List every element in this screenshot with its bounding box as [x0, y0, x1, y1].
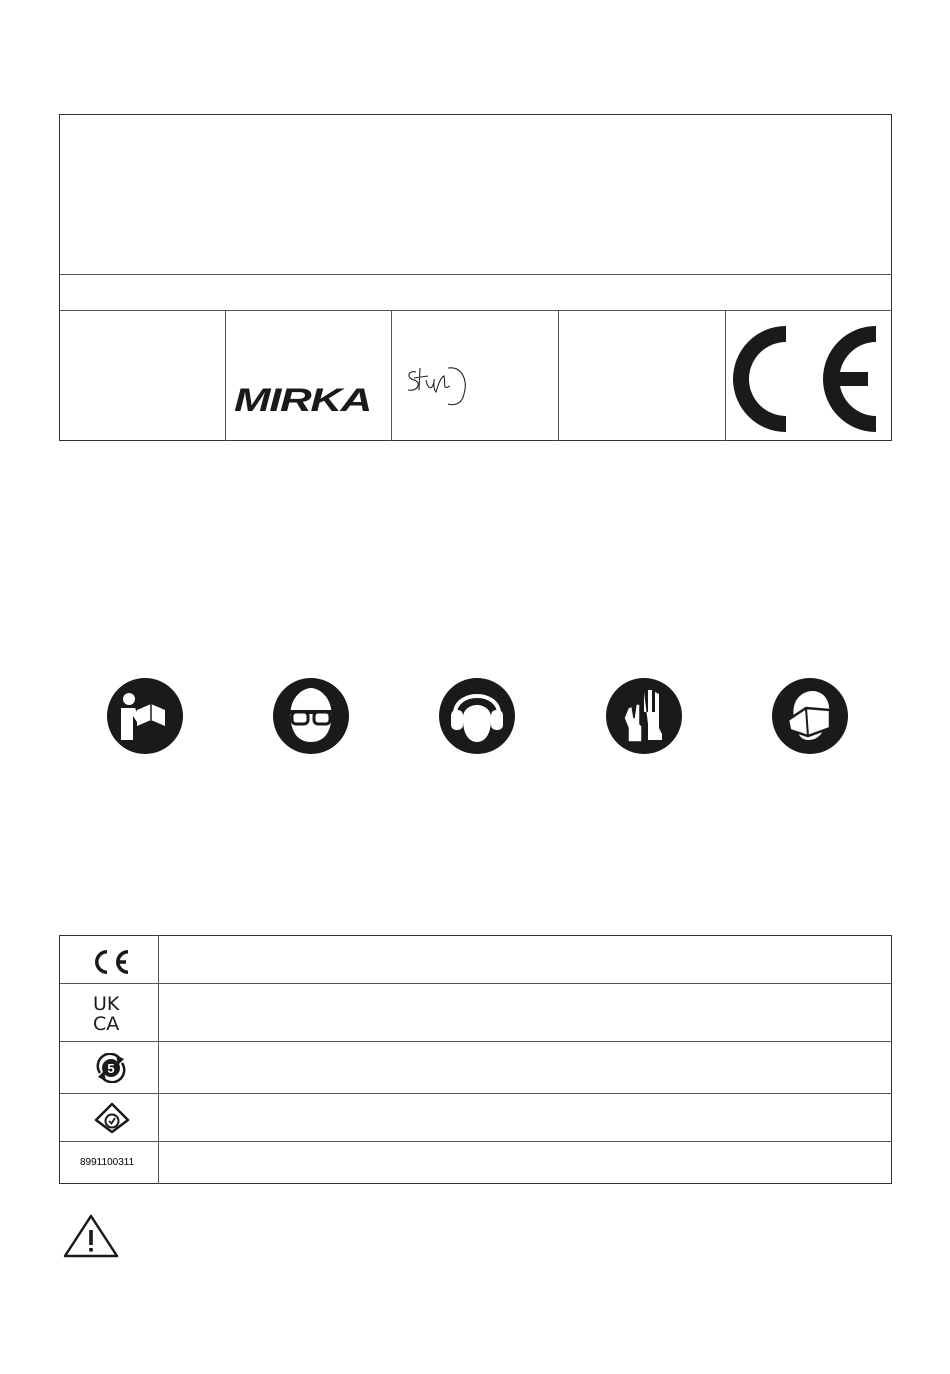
svg-text:MIRKA: MIRKA: [234, 385, 371, 415]
mirka-logo: [234, 385, 374, 415]
declaration-divider-2: [59, 310, 892, 311]
eye-protection-icon: [273, 678, 349, 754]
ukca-mark-icon: [92, 992, 130, 1034]
svg-text:UKCA: UK CA: [93, 993, 120, 1034]
certification-col-divider: [158, 935, 159, 1184]
declaration-col-divider-4: [725, 310, 726, 441]
declaration-col-divider-2: [391, 310, 392, 441]
protective-gloves-icon: [606, 678, 682, 754]
product-code: 8991100311: [80, 1157, 135, 1168]
warning-triangle-icon: [62, 1213, 120, 1259]
ear-protection-icon: [439, 678, 515, 754]
declaration-col-divider-3: [558, 310, 559, 441]
ce-mark-icon: [732, 324, 884, 434]
declaration-divider-1: [59, 274, 892, 275]
certification-row-divider-1: [59, 983, 892, 984]
signature: [402, 360, 477, 410]
rcm-mark-icon: [94, 1102, 130, 1134]
certification-row-divider-3: [59, 1093, 892, 1094]
declaration-col-divider-1: [225, 310, 226, 441]
china-rohs-5-icon: [94, 1053, 128, 1083]
ce-mark-small-icon: [94, 949, 130, 975]
svg-text:5: 5: [107, 1061, 115, 1076]
certification-row-divider-4: [59, 1141, 892, 1142]
read-manual-icon: [107, 678, 183, 754]
certification-row-divider-2: [59, 1041, 892, 1042]
certification-table: [59, 935, 892, 1184]
dust-mask-icon: [772, 678, 848, 754]
